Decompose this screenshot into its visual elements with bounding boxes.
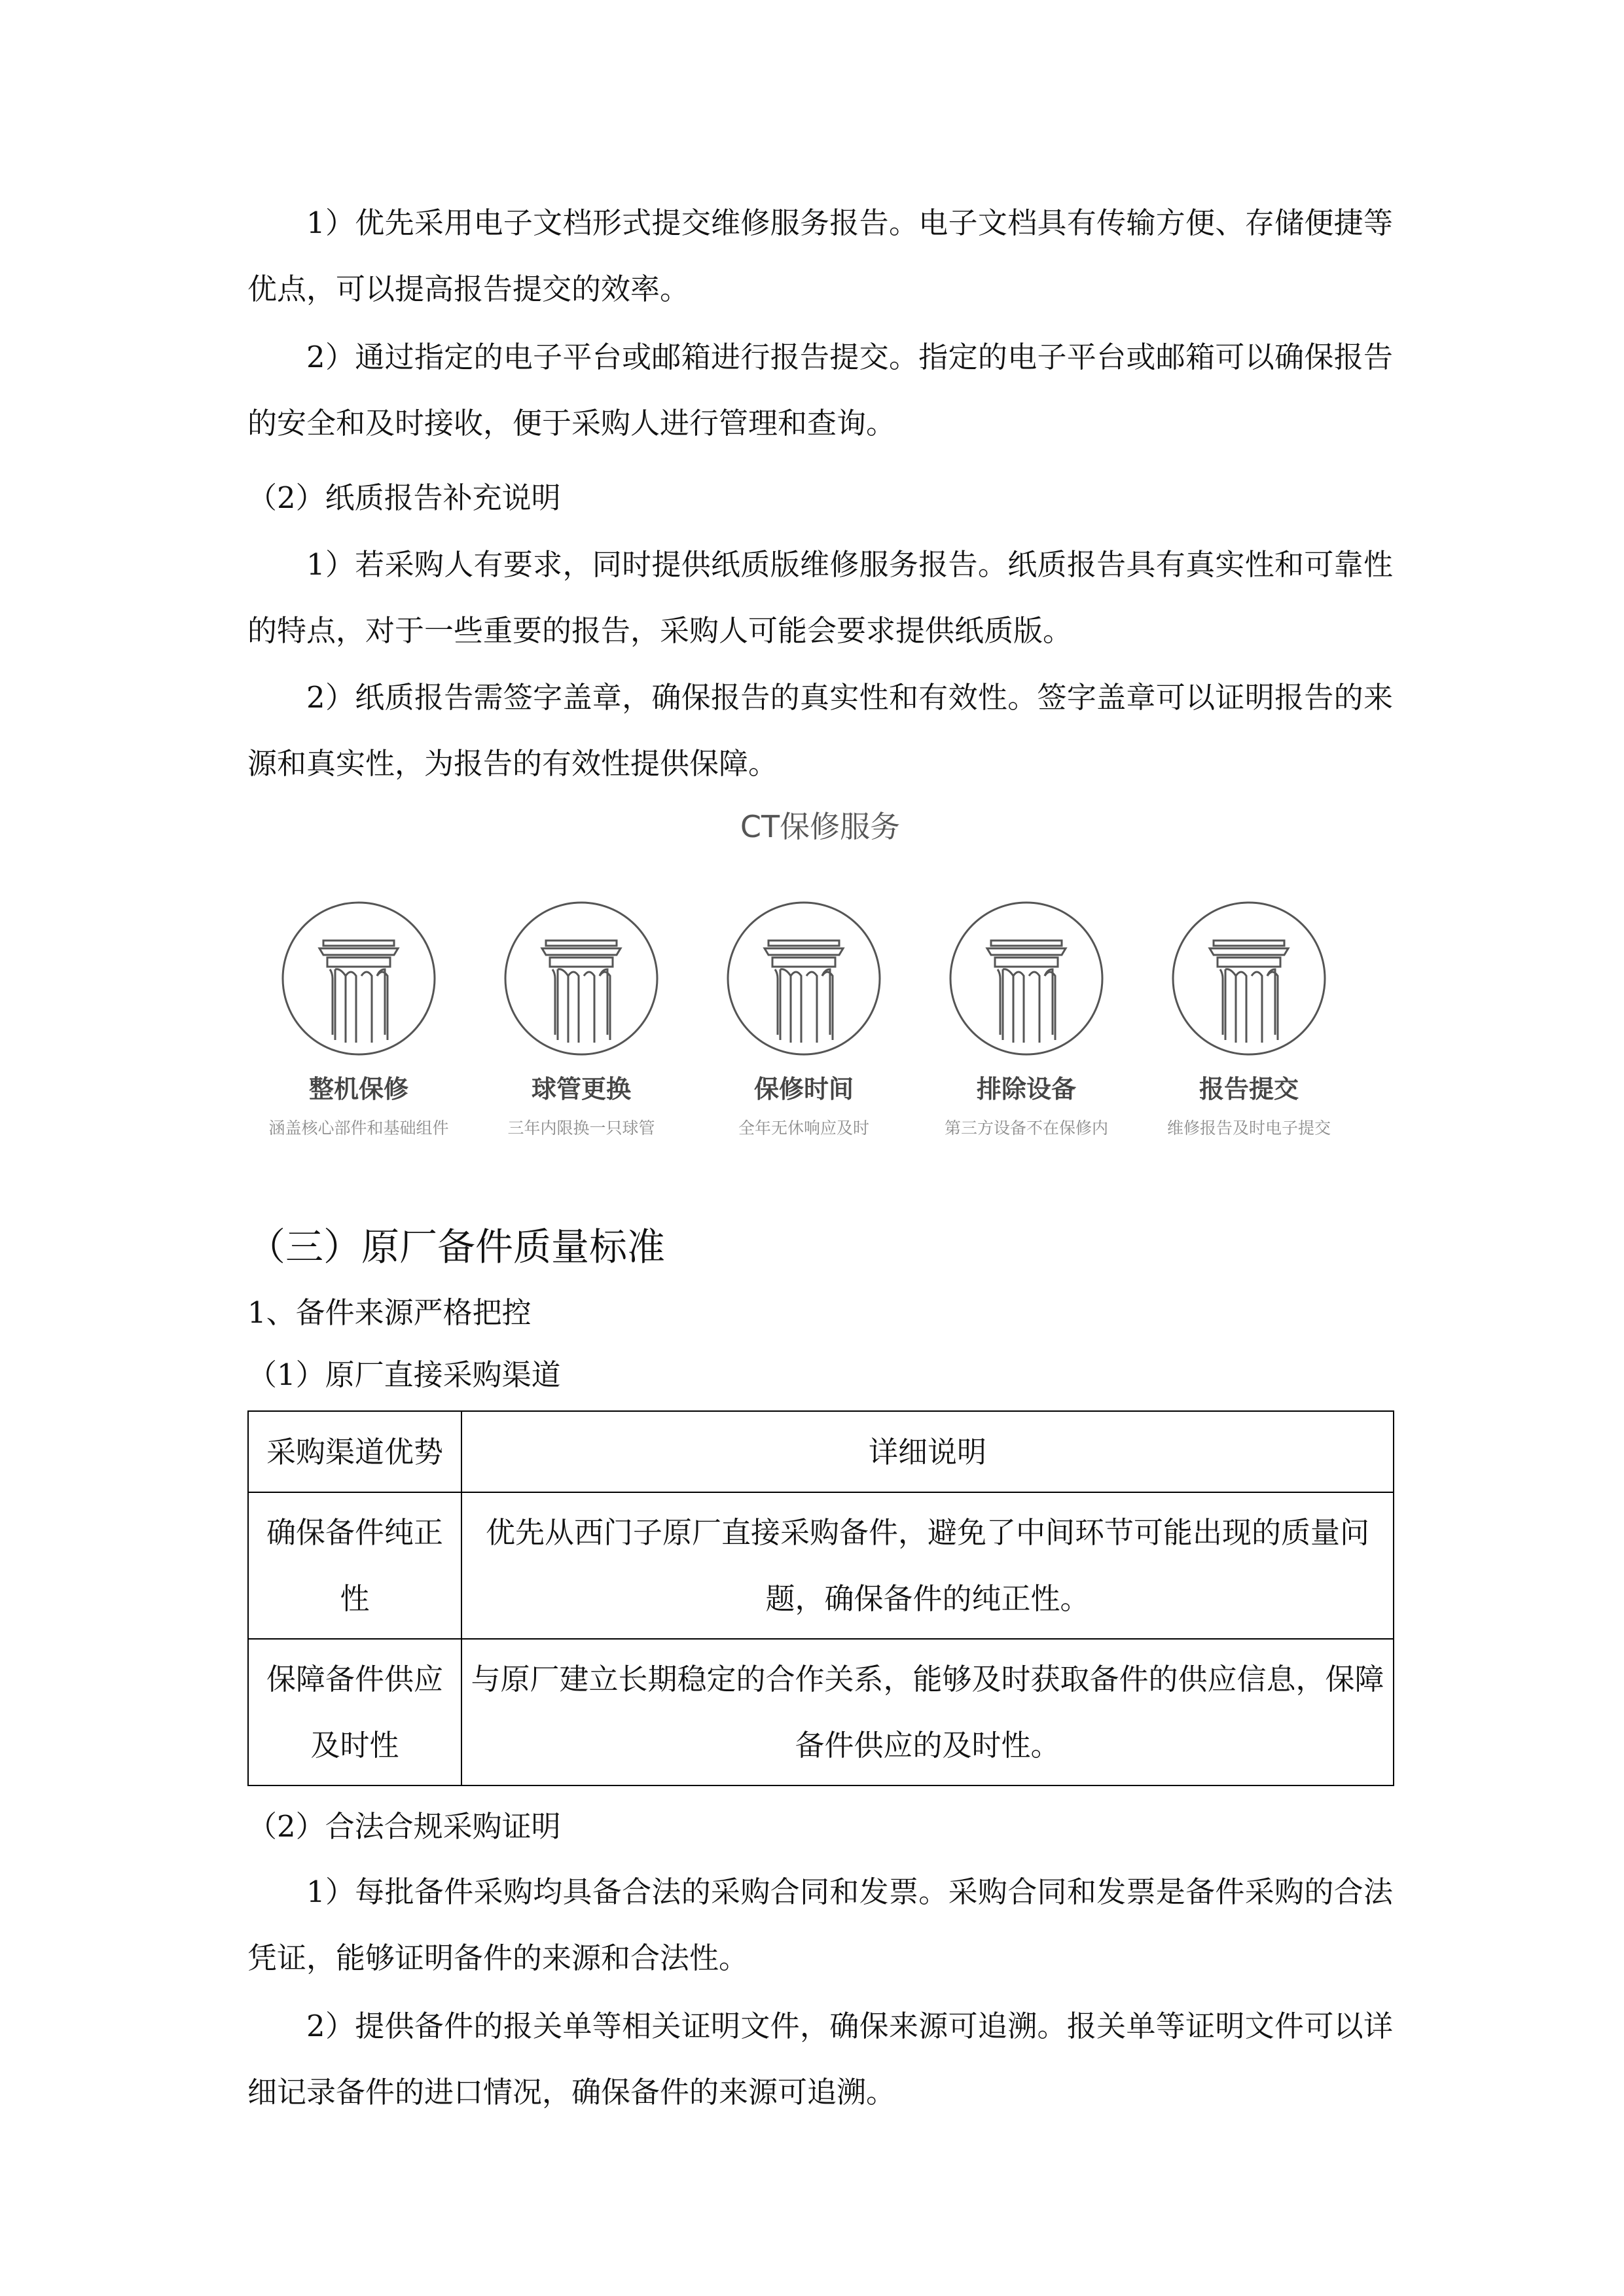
service-description: 全年无休响应及时 bbox=[738, 1119, 869, 1138]
table-header-row bbox=[248, 1411, 1394, 1492]
service-label: 整机保修 bbox=[308, 1075, 408, 1103]
table-row bbox=[248, 1639, 1394, 1785]
service-description: 三年内限换一只球管 bbox=[507, 1119, 655, 1138]
paragraph-paper-signature: 2）纸质报告需签字盖章，确保报告的真实性和有效性。签字盖章可以证明报告的来源和真实性，为报告的有效性提供保障。 bbox=[247, 680, 1393, 781]
ct-warranty-figure bbox=[247, 789, 1393, 1201]
figure-title: CT保修服务 bbox=[740, 809, 901, 844]
service-item-excluded-equipment bbox=[915, 900, 1138, 1201]
service-item-warranty-time bbox=[693, 900, 915, 1201]
service-label: 排除设备 bbox=[976, 1075, 1076, 1103]
table-cell: 确保备件纯正性 bbox=[248, 1492, 461, 1639]
table-header-cell: 采购渠道优势 bbox=[248, 1411, 461, 1492]
service-item-whole-machine bbox=[247, 900, 470, 1201]
purchase-channel-table bbox=[247, 1410, 1394, 1786]
heading-paper-report: （2）纸质报告补充说明 bbox=[247, 480, 561, 515]
table-cell: 保障备件供应及时性 bbox=[248, 1639, 461, 1785]
paragraph-electronic-submission: 1）优先采用电子文档形式提交维修服务报告。电子文档具有传输方便、存储便捷等优点，可以提高报告提交的效率。 bbox=[247, 206, 1393, 306]
service-item-report-submission bbox=[1138, 900, 1360, 1201]
subsection-title: 1、备件来源严格把控 bbox=[247, 1295, 532, 1330]
pillar-icon bbox=[725, 900, 882, 1057]
table-cell: 与原厂建立长期稳定的合作关系，能够及时获取备件的供应信息，保障备件供应的及时性。 bbox=[461, 1639, 1394, 1785]
subsection-legal-proof: （2）合法合规采购证明 bbox=[247, 1809, 561, 1844]
pillar-icon bbox=[503, 900, 660, 1057]
service-description: 第三方设备不在保修内 bbox=[944, 1119, 1108, 1138]
service-item-tube-replacement bbox=[470, 900, 693, 1201]
service-label: 报告提交 bbox=[1199, 1075, 1299, 1103]
service-label: 保修时间 bbox=[753, 1075, 854, 1103]
pillar-icon bbox=[1170, 900, 1327, 1057]
service-description: 涵盖核心部件和基础组件 bbox=[268, 1119, 449, 1138]
section-title: （三）原厂备件质量标准 bbox=[247, 1225, 666, 1269]
pillar-icon bbox=[948, 900, 1105, 1057]
subsection-direct-purchase: （1）原厂直接采购渠道 bbox=[247, 1357, 561, 1392]
paragraph-customs-docs: 2）提供备件的报关单等相关证明文件，确保来源可追溯。报关单等证明文件可以详细记录备件的进口情况，确保备件的来源可追溯。 bbox=[247, 2009, 1393, 2109]
pillar-icon bbox=[280, 900, 437, 1057]
service-description: 维修报告及时电子提交 bbox=[1166, 1119, 1331, 1138]
table-row bbox=[248, 1492, 1394, 1639]
table-cell: 优先从西门子原厂直接采购备件，避免了中间环节可能出现的质量问题，确保备件的纯正性。 bbox=[461, 1492, 1394, 1639]
table-header-cell: 详细说明 bbox=[461, 1411, 1394, 1492]
paragraph-contract-invoice: 1）每批备件采购均具备合法的采购合同和发票。采购合同和发票是备件采购的合法凭证，能够证明备件的来源和合法性。 bbox=[247, 1874, 1393, 1975]
service-label: 球管更换 bbox=[531, 1075, 631, 1103]
paragraph-paper-request: 1）若采购人有要求，同时提供纸质版维修服务报告。纸质报告具有真实性和可靠性的特点，对于一些重要的报告，采购人可能会要求提供纸质版。 bbox=[247, 547, 1393, 648]
paragraph-platform-submission: 2）通过指定的电子平台或邮箱进行报告提交。指定的电子平台或邮箱可以确保报告的安全和及时接收，便于采购人进行管理和查询。 bbox=[247, 340, 1393, 440]
